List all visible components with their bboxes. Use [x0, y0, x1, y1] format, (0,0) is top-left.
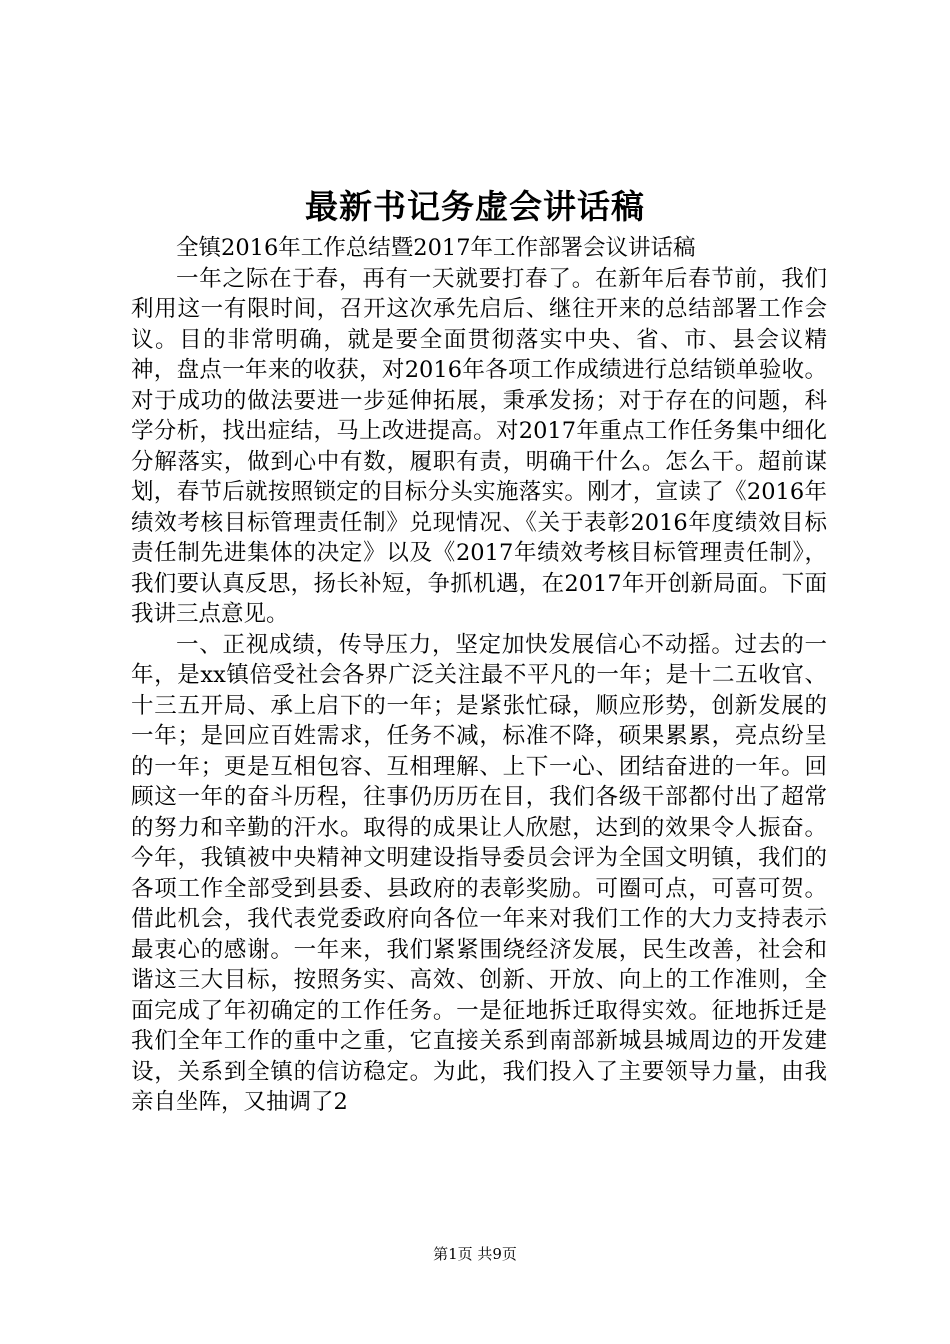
subtitle-paragraph: 全镇2016年工作总结暨2017年工作部署会议讲话稿: [176, 235, 696, 261]
page-footer: 第1页 共9页: [433, 1245, 517, 1263]
body-paragraph: 一、正视成绩，传导压力，坚定加快发展信心不动摇。过去的一年，是xx镇倍受社会各界广泛关注最不平凡的一年；是十二五收官、十三五开局、承上启下的一年；是紧张忙碌，顺应形势，创新发展的一年；是回应百姓需求，任务不减，标准不降，硕果累累，亮点纷呈的一年；更是互相包容、互相理解、上下一心、团结奋进的一年。回顾这一年的奋斗历程，往事仍历历在目，我们各级干部都付出了超常的努力和辛勤的汗水。取得的成果让人欣慰，达到的效果令人振奋。今年，我镇被中央精神文明建设指导委员会评为全国文明镇，我们的各项工作全部受到县委、县政府的表彰奖励。可圈可点，可喜可贺。借此机会，我代表党委政府向各位一年来对我们工作的大力支持表示最衷心的感谢。一年来，我们紧紧围绕经济发展，民生改善，社会和谐这三大目标，按照务实、高效、创新、开放、向上的工作准则，全面完成了年初确定的工作任务。一是征地拆迁取得实效。征地拆迁是我们全年工作的重中之重，它直接关系到南部新城县城周边的开发建设，关系到全镇的信访稳定。为此，我们投入了主要领导力量，由我亲自坐阵，又抽调了2: [131, 631, 827, 1115]
body-paragraph: 一年之际在于春，再有一天就要打春了。在新年后春节前，我们利用这一有限时间，召开这次承先启后、继往开来的总结部署工作会议。目的非常明确，就是要全面贯彻落实中央、省、市、县会议精神，盘点一年来的收获，对2016年各项工作成绩进行总结锁单验收。对于成功的做法要进一步延伸拓展，秉承发扬；对于存在的问题，科学分析，找出症结，马上改进提高。对2017年重点工作任务集中细化分解落实，做到心中有数，履职有责，明确干什么。怎么干。超前谋划，春节后就按照锁定的目标分头实施落实。刚才，宣读了《2016年绩效考核目标管理责任制》兑现情况、《关于表彰2016年度绩效目标责任制先进集体的决定》以及《2017年绩效考核目标管理责任制》，我们要认真反思，扬长补短，争抓机遇，在2017年开创新局面。下面我讲三点意见。: [131, 265, 827, 627]
document-title: 最新书记务虚会讲话稿: [305, 187, 645, 226]
document-body: [131, 233, 827, 1118]
